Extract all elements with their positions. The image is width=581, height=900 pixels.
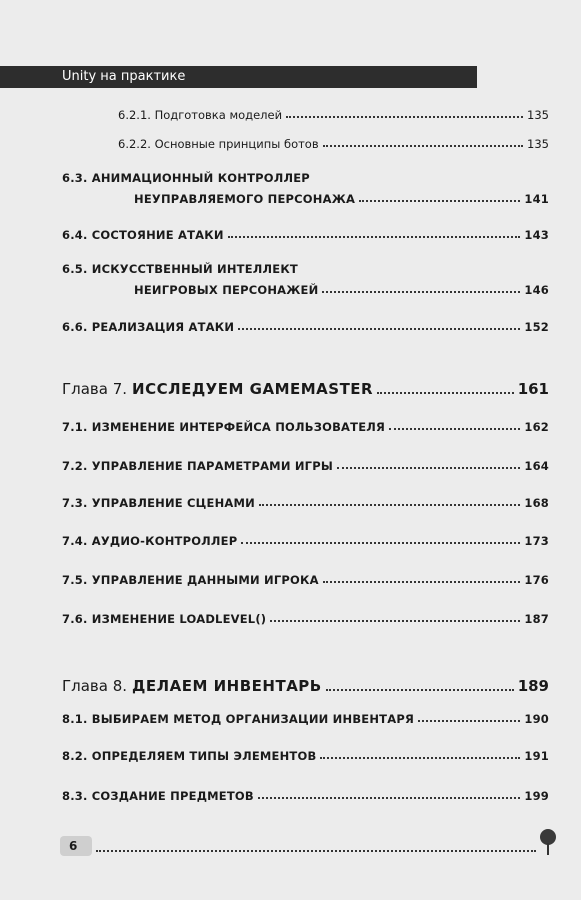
toc-entry-title: 6.6. РЕАЛИЗАЦИЯ АТАКИ [62,320,235,334]
dot-leader [322,291,520,293]
toc-entry[interactable] [62,708,549,726]
toc-entry[interactable] [62,224,549,242]
chapter-title: ИССЛЕДУЕМ GAMEMASTER [132,380,374,398]
dot-leader [359,200,520,202]
toc-entry-page: 146 [524,283,549,297]
toc-entry-title: 7.1. ИЗМЕНЕНИЕ ИНТЕРФЕЙСА ПОЛЬЗОВАТЕЛЯ [62,420,386,434]
dot-leader [259,504,520,506]
toc-entry-title: НЕУПРАВЛЯЕМОГО ПЕРСОНАЖА [134,192,356,206]
toc-entry[interactable] [62,530,549,548]
dot-leader [238,328,520,330]
toc-entry-page: 161 [517,380,549,398]
toc-entry-page: 189 [517,677,549,695]
toc-entry[interactable] [134,279,549,297]
toc-entry-title: 7.2. УПРАВЛЕНИЕ ПАРАМЕТРАМИ ИГРЫ [62,459,333,473]
toc-entry[interactable] [62,745,549,763]
toc-entry[interactable] [62,316,549,334]
dot-leader [258,797,521,799]
toc-entry[interactable] [62,416,549,434]
toc-entry-title: 8.2. ОПРЕДЕЛЯЕМ ТИПЫ ЭЛЕМЕНТОВ [62,749,317,763]
dot-leader [228,236,521,238]
toc-entry[interactable] [134,188,549,206]
chapter-title: ДЕЛАЕМ ИНВЕНТАРЬ [132,677,322,695]
toc-entry[interactable] [118,104,549,122]
toc-entry-page: 168 [524,496,549,510]
toc-entry-page: 173 [524,534,549,548]
toc-entry-page: 141 [524,192,549,206]
toc-entry-title: 7.4. АУДИО-КОНТРОЛЛЕР [62,534,238,548]
dot-leader [286,116,523,118]
toc-entry-title: 8.3. СОЗДАНИЕ ПРЕДМЕТОВ [62,789,254,803]
chapter-prefix: Глава 8. [62,677,128,695]
toc-entry-page: 191 [524,749,549,763]
dot-leader [418,720,520,722]
dot-leader [389,428,520,430]
toc-entry-page: 164 [524,459,549,473]
dot-leader [270,620,520,622]
toc-entry-title-line1: 6.3. АНИМАЦИОННЫЙ КОНТРОЛЛЕР [62,171,310,185]
toc-entry-title: 7.6. ИЗМЕНЕНИЕ LOADLEVEL() [62,612,267,626]
toc-entry-title: НЕИГРОВЫХ ПЕРСОНАЖЕЙ [134,283,319,297]
toc-entry-page: 135 [527,137,549,151]
toc-entry-title-line1: 6.5. ИСКУССТВЕННЫЙ ИНТЕЛЛЕКТ [62,262,298,276]
toc-entry[interactable] [62,608,549,626]
toc-entry-page: 152 [524,320,549,334]
toc-entry-title: 6.2.2. Основные принципы ботов [118,137,319,151]
toc-entry[interactable] [62,492,549,510]
running-header [0,66,477,88]
toc-chapter-entry[interactable] [62,376,549,398]
dot-leader [323,145,523,147]
toc-chapter-entry[interactable] [62,673,549,695]
dot-leader [241,542,520,544]
chapter-prefix: Глава 7. [62,380,128,398]
toc-entry-page: 190 [524,712,549,726]
dot-leader [320,757,520,759]
toc-entry-page: 176 [524,573,549,587]
toc-entry[interactable] [62,569,549,587]
toc-entry-title: 7.5. УПРАВЛЕНИЕ ДАННЫМИ ИГРОКА [62,573,319,587]
toc-entry[interactable] [62,455,549,473]
toc-entry-page: 187 [524,612,549,626]
running-header-title: Unity на практике [62,69,186,84]
page-number: 6 [60,836,92,856]
toc-entry[interactable] [62,785,549,803]
dot-leader [326,689,514,691]
dot-leader [323,581,521,583]
toc-entry[interactable] [118,133,549,151]
dot-leader [377,392,514,394]
toc-entry-page: 135 [527,108,549,122]
toc-entry-title: 6.2.1. Подготовка моделей [118,108,283,122]
toc-entry-page: 143 [524,228,549,242]
toc-entry-page: 199 [524,789,549,803]
toc-entry-title: 6.4. СОСТОЯНИЕ АТАКИ [62,228,224,242]
toc-entry-page: 162 [524,420,549,434]
footer-tick-ornament [547,843,549,855]
footer-dotted-rule [96,850,536,852]
dot-leader [337,467,520,469]
toc-entry-title: 7.3. УПРАВЛЕНИЕ СЦЕНАМИ [62,496,256,510]
toc-entry-title: 8.1. ВЫБИРАЕМ МЕТОД ОРГАНИЗАЦИИ ИНВЕНТАРЯ [62,712,415,726]
